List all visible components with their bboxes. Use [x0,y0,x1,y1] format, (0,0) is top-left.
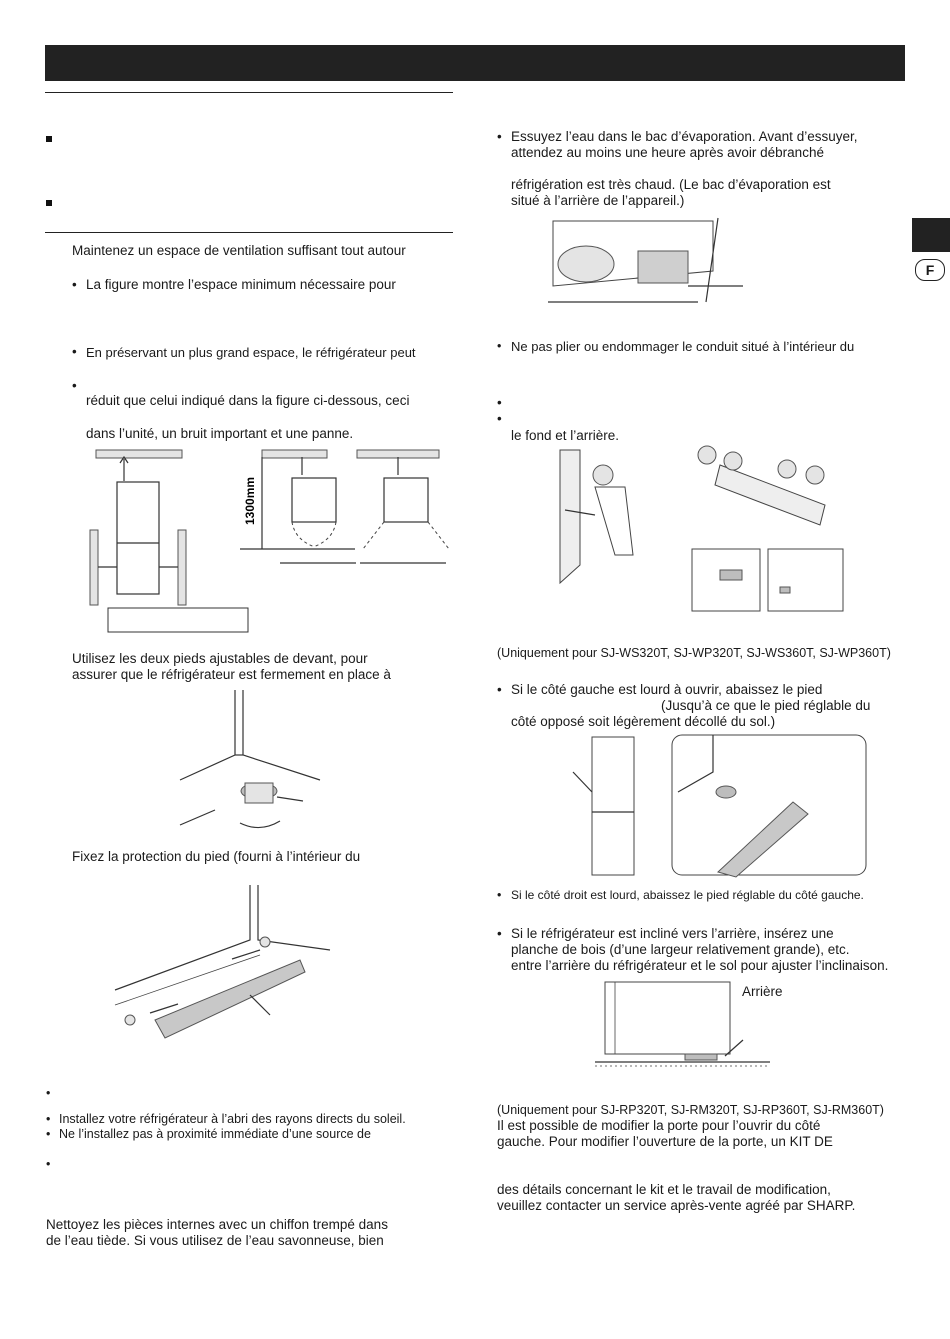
space-warning: réduit que celui indiqué dans la figure ci-dessous, ceci [86,393,410,408]
model-note-2: (Uniquement pour SJ-RP320T, SJ-RM320T, SJ-RP360T, SJ-RM360T) [497,1103,884,1117]
language-letter: F [925,262,935,278]
evaporation-pan-figure [548,216,748,306]
height-dimension-label: 1300mm [243,476,257,525]
evaporation-instruction: Essuyez l’eau dans le bac d’évaporation. Avant d’essuyer, [511,129,858,144]
moving-note: le fond et l’arrière. [511,428,620,443]
door-modification-text-3: des détails concernant le kit et le travail de modification, [497,1182,831,1197]
space-warning-end: dans l’unité, un bruit important et une panne. [86,426,354,441]
header-bar [45,45,905,81]
bullet-dot: • [72,344,77,359]
section-rule [45,92,453,93]
right-heavy-note: Si le côté droit est lourd, abaissez le pied réglable du côté gauche. [511,888,864,902]
evaporation-instruction-2: attendez au moins une heure après avoir débranché [511,145,824,160]
moving-figure [555,445,845,615]
sun-note: Installez votre réfrigérateur à l’abri des rayons directs du soleil. [59,1112,406,1126]
figure-note: La figure montre l’espace minimum nécessaire pour [86,277,396,292]
lowering-foot-figure [568,732,868,877]
bullet-dot: • [46,1127,51,1141]
clearance-diagram [80,445,460,635]
bullet-dot: • [497,411,502,426]
door-modification-text: Il est possible de modifier la porte pour l’ouvrir du côté [497,1118,821,1133]
bullet-dot: • [497,339,502,353]
bullet-dot: • [46,1112,51,1126]
square-bullet [46,136,52,142]
language-tab-block [912,218,950,252]
left-heavy-instruction-2: (Jusqu’à ce que le pied réglable du [661,698,871,713]
tilt-instruction-2: planche de bois (d’une largeur relativement grande), etc. [511,942,850,957]
bullet-dot: • [497,395,502,410]
foot-cover-instruction: Fixez la protection du pied (fourni à l’intérieur du [72,849,361,864]
door-modification-text-2: gauche. Pour modifier l’ouverture de la porte, un KIT DE [497,1134,833,1149]
rear-label: Arrière [742,984,783,999]
space-note: En préservant un plus grand espace, le réfrigérateur peut [86,345,416,360]
bullet-dot: • [497,129,502,144]
cleaning-text-2: de l’eau tiède. Si vous utilisez de l’eau savonneuse, bien [46,1233,384,1248]
cleaning-text: Nettoyez les pièces internes avec un chiffon trempé dans [46,1217,388,1232]
bullet-dot: • [497,888,502,902]
ventilation-intro: Maintenez un espace de ventilation suffisant tout autour [72,243,406,258]
bullet-dot: • [497,926,502,941]
feet-instruction-2: assurer que le réfrigérateur est fermement en place à [72,667,391,682]
section-rule [45,232,453,233]
evaporation-instruction-4: situé à l’arrière de l’appareil.) [511,193,685,208]
tilt-instruction: Si le réfrigérateur est incliné vers l’arrière, insérez une [511,926,834,941]
tilt-instruction-3: entre l’arrière du réfrigérateur et le sol pour ajuster l’inclinaison. [511,958,889,973]
door-modification-text-4: veuillez contacter un service après-vente agréé par SHARP. [497,1198,856,1213]
foot-protection-figure [110,880,340,1050]
bullet-dot: • [72,277,77,292]
heat-note: Ne l’installez pas à proximité immédiate d’une source de [59,1127,371,1141]
left-heavy-instruction-3: côté opposé soit légèrement décollé du sol.) [511,714,776,729]
model-note: (Uniquement pour SJ-WS320T, SJ-WP320T, SJ-WS360T, SJ-WP360T) [497,646,891,660]
duct-note: Ne pas plier ou endommager le conduit situé à l’intérieur du [511,339,855,354]
bullet-dot: • [497,682,502,697]
bullet-dot: • [72,378,77,393]
bullet-dot: • [46,1086,51,1100]
square-bullet [46,200,52,206]
feet-instruction: Utilisez les deux pieds ajustables de devant, pour [72,651,368,666]
adjustable-foot-figure [175,685,335,845]
left-heavy-instruction: Si le côté gauche est lourd à ouvrir, abaissez le pied [511,682,823,697]
evaporation-instruction-3: réfrigération est très chaud. (Le bac d’évaporation est [511,177,831,192]
bullet-dot: • [46,1157,51,1171]
language-badge [915,259,945,281]
tilt-figure [595,982,775,1072]
